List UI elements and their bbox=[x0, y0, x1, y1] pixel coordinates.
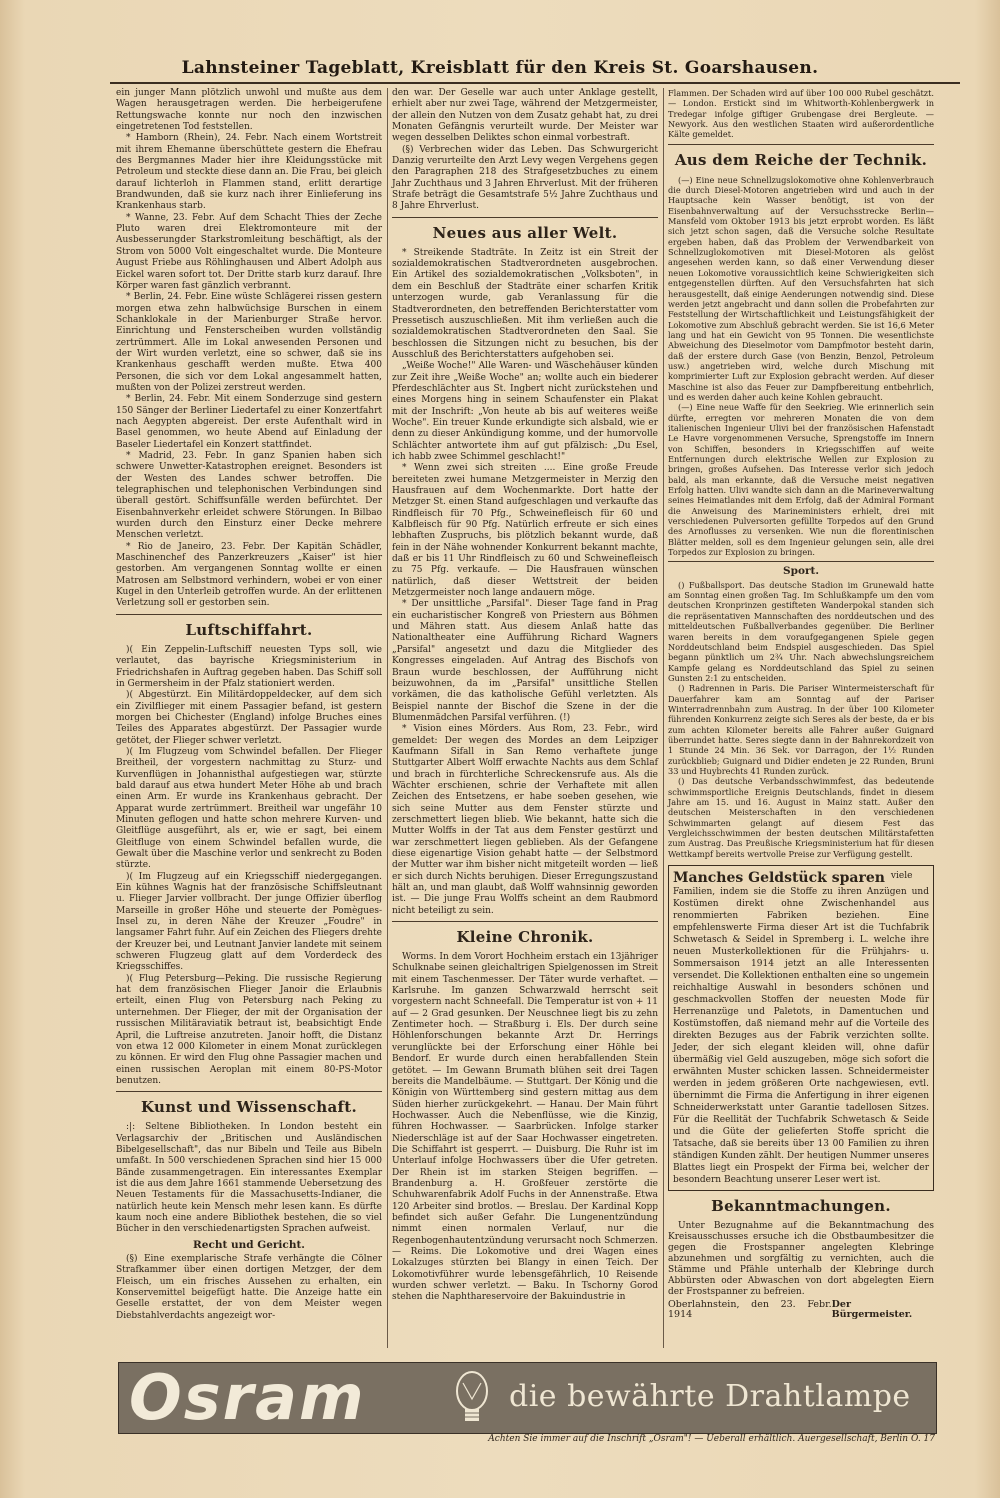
masthead-rule bbox=[110, 82, 960, 84]
section-rule bbox=[116, 1091, 382, 1092]
article-text: )( Im Flugzeug auf ein Kriegsschiff niedergegangen. Ein kühnes Wagnis hat der französische Schiffsleutnant u. Flieger Jarvier vollbracht. Der junge Offizier überflog Marseille in großer Höhe und steuerte der Pomègues-Insel zu, in deren Nähe der Kreuzer „Foudre" in langsamer Fahrt fuhr. Auf ein Zeichen des Fliegers drehte der Kreuzer bei, und Leutnant Janvier landete mit seinem schweren Flugzeug glatt auf dem Vorderdeck des Kriegsschiffes. bbox=[116, 871, 382, 973]
article-text: Flammen. Der Schaden wird auf über 100 000 Rubel geschätzt. — London. Erstickt sind im Whitworth-Kohlenbergwerk in Tredegar infolge giftiger Grubengase drei Bergleute. — Newyork. Aus den westlichen Staaten wird außerordentliche Kälte gemeldet. bbox=[668, 88, 934, 140]
article-text: () Fußballsport. Das deutsche Stadion im Grunewald hatte am Sonntag einen großen Tag. Im Schlußkampfe um den vom deutschen Kronprinzen gestifteten Wanderpokal standen sich die repräsentativen Mannschaften des norddeutschen und des mitteldeutschen Fußballverbandes gegenüber. Die Berliner waren bereits in dem voraufgegangenen Spiele gegen Norddeutschland beim Endspiel ausgeschieden. Das Spiel begann pünktlich um 2¾ Uhr. Nach abwechslungsreichem Kampfe gelang es Norddeutschland das Spiel zu seinen Gunsten 2:1 zu entscheiden. bbox=[668, 579, 934, 683]
article-text: * Streikende Stadträte. In Zeitz ist ein Streit der sozialdemokratischen Stadtverordneten ausgebrochen. Ein Artikel des sozialdemokratischen „Volksboten", in dem ein Beschluß der Stadträte einer scharfen Kritik unterzogen wurde, gab Veranlassung für die Stadtverordneten, den betreffenden Berichterstatter vom Pressetisch auszuschließen. Mit ihm verließen auch die sozialdemokratischen Stadtverordneten den Saal. Sie beschlossen die Sitzungen nicht zu besuchen, bis der Ausschluß des Berichterstatters aufgehoben sei. bbox=[392, 247, 658, 360]
article-text: (—) Eine neue Schnellzugslokomotive ohne Kohlenverbrauch die durch Diesel-Motoren angetrieben wird und auch in der Hauptsache kein Wasser benötigt, ist von der Eisenbahnverwaltung auf der Versuchsstrecke Berlin—Mansfeld vom Oktober 1913 bis jetzt erprobt worden. Es läßt sich jetzt schon sagen, daß die Versuche solche Resultate ergeben haben, daß das Problem der Verwendbarkeit von Schnellzuglokomotiven mit Diesel-Motoren als gelöst angesehen werden kann, so daß einer Verwendung dieser neuen Lokomotive voraussichtlich keine Schwierigkeiten sich entgegenstellen dürften. Auf den Versuchsfahrten hat sich herausgestellt, daß einige Aenderungen notwendig sind. Diese werden jetzt angebracht und dann sollen die Probefahrten zur Feststellung der Wirtschaftlichkeit und Leistungsfähigkeit der Lokomotive zum Abschluß gebracht werden. Sie ist 16,6 Meter lang und hat ein Gewicht von 95 Tonnen. Die wesentlichste Abweichung des Dieselmotor vom Dampfmotor besteht darin, daß der erstere durch Gase (von Benzin, Benzol, Petroleum usw.) angetrieben wird, welche durch Mischung mit komprimierter Luft zur Explosion gebracht werden. Auf dieser Maschine ist also das Feuer zur Dampfbereitung entbehrlich, und es werden daher auch keine Kohlen gebraucht. bbox=[668, 174, 934, 402]
article-text: () Das deutsche Verbandsschwimmfest, das bedeutende schwimmsportliche Ereignis Deutschlands, findet in diesem Jahre am 15. und 16. August in Mainz statt. Außer den deutschen Meisterschaften in den verschiedenen Schwimmarten gelangt auf diesem Fest das Vergleichsschwimmen der besten deutschen Militärstafetten zum Austrag. Das Preußische Kriegsministerium hat für diesen Wettkampf bereits wertvolle Preise zur Verfügung gestellt. bbox=[668, 776, 934, 859]
section-rule bbox=[668, 561, 934, 562]
article-text: (—) Eine neue Waffe für den Seekrieg. Wie erinnerlich sein dürfte, erregten vor mehreren Monaten die von dem italienischen Ingenieur Ulivi bei der französischen Hafenstadt Le Havre vorgenommenen Versuche, Sprengstoffe im Innern von Schiffen, besonders in Kriegsschiffen auf weite Entfernungen durch elektrische Wellen zur Explosion zu bringen, großes Aufsehen. Das Interesse verlor sich jedoch bald, als man erkannte, daß die Versuche meist negativen Erfolg hatten. Ulivi wandte sich dann an die Marineverwaltung seines Heimatlandes mit dem Erfolg, daß der Admiral Formant die Anweisung des Marineministers erhielt, drei mit verschiedenen Pulversorten gefüllte Torpedos auf den Grund des Arnoflusses zu versenken. Wie nun die florentinischen Blätter melden, soll es dem Ingenieur gelungen sein, alle drei Torpedos zur Explosion zu bringen. bbox=[668, 402, 934, 558]
article-text: * Vision eines Mörders. Aus Rom, 23. Febr., wird gemeldet: Der wegen des Mordes an dem Leipziger Kaufmann Sifall in San Remo verhaftete junge Stuttgarter Albert Wolff erwachte Nachts aus dem Schlaf und brach in fürchterliche Schreckensrufe aus. Als die Wächter erschienen, schrie der Verhaftete mit allen Zeichen des Entsetzens, er habe soeben gesehen, wie sich seine Mutter aus dem Fenster stürzte und zerschmettert liegen blieb. Wie bekannt, hatte sich die Mutter Wolffs in der Tat aus dem Fenster gestürzt und war zerschmettert liegen geblieben. Als der Gefangene diese eigenartige Vision gehabt hatte — der Selbstmord der Mutter war ihm bisher nicht mitgeteilt worden — ließ er sich durch Nichts beruhigen. Dieser Erregungszustand hält an, und man glaubt, daß Wolff wahnsinnig geworden ist. — Die junge Frau Wolffs scheint an dem Raubmord nicht beteiligt zu sein. bbox=[392, 724, 658, 916]
advertisement-heading: Manches Geldstück sparen bbox=[673, 870, 885, 887]
article-text: * Berlin, 24. Febr. Eine wüste Schlägerei rissen gestern morgen etwa zehn halbwüchsige Burschen in einem Schanklokale in der Marienburger Straße hervor. Einrichtung und Fensterscheiben wurden vollständig zertrümmert. Alle im Lokal anwesenden Personen und der Wirt wurden verletzt, eine so schwer, daß sie ins Krankenhaus geschafft werden mußte. Etwa 400 Personen, die sich vor dem Lokal angesammelt hatten, mußten von der Polizei zerstreut werden. bbox=[116, 292, 382, 393]
section-heading-neues: Neues aus aller Welt. bbox=[432, 223, 618, 242]
article-text: * Berlin, 24. Febr. Mit einem Sonderzuge sind gestern 150 Sänger der Berliner Liedertafel zu einer Konzertfahrt nach Aegypten abgereist. Der erste Aufenthalt wird in Basel genommen, wo heute Abend auf Einladung der Baseler Liedertafel ein Konzert stattfindet. bbox=[116, 394, 382, 450]
section-rule bbox=[668, 144, 934, 145]
article-text: * Hamborn (Rhein), 24. Febr. Nach einem Wortstreit mit ihrem Ehemanne überschüttete gestern die Ehefrau des Bergmannes Mader hier ihre Kleidungsstücke mit Petroleum und steckte diese dann an. Die Frau, bei gleich darauf lichterloh in Flammen stand, erlitt derartige Brandwunden, daß sie kurz nach ihrer Einlieferung ins Krankenhaus starb. bbox=[116, 133, 382, 212]
article-text: * Wenn zwei sich streiten .... Eine große Freude bereiteten zwei humane Metzgermeister in Merzig den Hausfrauen auf dem Wochenmarkte. Dort hatte der Metzger St. einen Stand aufgeschlagen und verkaufte das Rindfleisch für 70 Pfg., Schweinefleisch für 60 und Kalbfleisch für 90 Pfg. Natürlich erfreute er sich eines lebhaften Zuspruchs, bis plötzlich bekannt wurde, daß fein in der Nähe wohnender Konkurrent bekannt machte, daß er bis 11 Uhr Rindfleisch zu 60 und Schweinefleisch zu 75 Pfg. verkaufe. — Die Hausfrauen wünschen natürlich, daß dieser Wettstreit der beiden Metzgermeister noch lange andauern möge. bbox=[392, 463, 658, 599]
osram-note: Achten Sie immer auf die Inschrift „Osram"! — Ueberall erhältlich. Auergesellschaft, Berlin O. 17 bbox=[488, 1434, 935, 1444]
section-rule bbox=[116, 614, 382, 615]
column-2 bbox=[392, 88, 658, 1304]
article-text: )( Flug Petersburg—Peking. Die russische Regierung hat dem französischen Flieger Janoir die Erlaubnis erteilt, einen Flug von Petersburg nach Peking zu unternehmen. Der Flieger, der mit der Organisation der russischen Militäraviatik betraut ist, beabsichtigt Ende April, die Luftreise anzutreten. Janoir hofft, die Distanz von etwa 12 000 Kilometer in einem Monat zurücklegen zu können. Er wird den Flug ohne Passagier machen und einen russischen Aeroplan mit einem 80-PS-Motor benutzen. bbox=[116, 973, 382, 1086]
article-text: ein junger Mann plötzlich unwohl und mußte aus dem Wagen herausgetragen werden. Die herbeigerufene Rettungswache konnte nur noch den inzwischen eingetretenen Tod feststellen. bbox=[116, 88, 382, 133]
article-text: (§) Eine exemplarische Strafe verhängte die Cölner Strafkammer über einen dortigen Metzger, der dem Fleisch, um ein frisches Aussehen zu erhalten, ein Konservemittel beigefügt hatte. Die Anzeige hatte ein Geselle erstattet, der von dem Meister wegen Diebstahlverdachts angezeigt wor- bbox=[116, 1254, 382, 1321]
article-text: * Rio de Janeiro, 23. Febr. Der Kapitän Schädler, Maschinenchef des Panzerkreuzers „Kaiser" ist hier gestorben. Am vergangenen Sonntag wollte er einen Matrosen am Selbstmord verhindern, wobei er von einer Kugel in den Unterleib getroffen wurde. An der erlittenen Verletzung soll er gestorben sein. bbox=[116, 541, 382, 609]
article-text: :|: Seltene Bibliotheken. In London besteht ein Verlagsarchiv der „Britischen und Ausländischen Bibelgesellschaft", das nur Bibeln und Teile aus Bibeln umfaßt. In 500 verschiedenen Sprachen sind hier 15 000 Bände zusammengetragen. Ein interessantes Exemplar ist die aus dem Jahre 1661 stammende Uebersetzung des Neuen Testaments für die Massachusetts-Indianer, die natürlich heute kein Mensch mehr lesen kann. Es dürfte kaum noch eine andere Bibliothek bestehen, die so viel Bücher in den verschiedenartigsten Sprachen aufweist. bbox=[116, 1122, 382, 1235]
column-divider bbox=[387, 88, 388, 1348]
osram-slogan: die bewährte Drahtlampe bbox=[509, 1379, 911, 1414]
article-text: * Der unsittliche „Parsifal". Dieser Tage fand in Prag ein eucharistischer Kongreß von Priestern aus Böhmen und Mähren statt. Aus diesem Anlaß hatte das Nationaltheater eine Aufführung Richard Wagners „Parsifal" angesetzt und dazu die Mitglieder des Kongresses eingeladen. Auf Antrag des Bischofs von Braun wurde beschlossen, der Aufführung nicht beizuwohnen, da im „Parsifal" unsittliche Stellen vorkämen, die das katholische Gefühl verletzten. Als Beispiel nannte der Bischof die Szene in der die Blumenmädchen Parsifal verführen. (!) bbox=[392, 599, 658, 723]
advertisement-text: viele Familien, indem sie die Stoffe zu ihren Anzügen und Kostümen direkt ohne Zwischenhandel aus renommierten Fabriken beziehen. Eine empfehlenswerte Firma dieser Art ist die Tuchfabrik Schwetasch & Seidel in Spremberg i. L. welche ihre neuen Musterkollektionen für die Frühjahrs- u. Sommersaison 1914 jetzt an alle Interessenten versendet. Die Kollektionen enthalten eine so ungemein reichhaltige Auswahl in besonders schönen und geschmackvollen Stoffen der neuesten Mode für Herrenanzüge und Paletots, in Damentuchen und Kostümstoffen, daß niemand mehr auf die Vorteile des direkten Bezuges aus der Fabrik verzichten sollte. Jeder, der sich elegant kleiden will, ohne dafür übermäßig viel Geld auszugeben, möge sich sofort die erwähnten Muster schicken lassen. Schneidermeister werden in jedem größeren Orte nachgewiesen, evtl. übernimmt die Firma die Anfertigung in ihrer eigenen Schneiderwerkstatt unter Garantie tadellosen Sitzes. Für die Reellität der Tuchfabrik Schwetasch & Seide und die Güte der gelieferten Stoffe spricht die Tatsache, daß sie bereits über 13 00 Familien zu ihren ständigen Kunden zählt. Der heutigen Nummer unseres Blattes liegt ein Prospekt der Firma bei, welcher der besondern Beachtung unserer Leser wert ist. bbox=[673, 871, 929, 1186]
article-text: den war. Der Geselle war auch unter Anklage gestellt, erhielt aber nur zwei Tage, während der Metzgermeister, der allein den Nutzen von dem Zusatz gehabt hat, zu drei Monaten Gefängnis verurteilt wurde. Der Meister war wegen desselben Deliktes schon einmal vorbestraft. bbox=[392, 88, 658, 144]
notice-text: Unter Bezugnahme auf die Bekanntmachung des Kreisausschusses ersuche ich die Obstbaumbesitzer die gegen die Frostspanner angelegten Klebringe abzunehmen und sorgfältig zu vernichten, auch die Stämme und Pfähle unterhalb der Klebringe durch Abbürsten oder Abwaschen von dort abgelegten Eiern der Frostspanner zu befreien. bbox=[668, 1221, 934, 1298]
section-heading-technik: Aus dem Reiche der Technik. bbox=[674, 150, 928, 169]
article-text: „Weiße Woche!" Alle Waren- und Wäschehäuser künden zur Zeit ihre „Weiße Woche" an; wollte auch ein biederer Pferdeschlächter aus St. Ingbert nicht zurückstehen und eines Morgens hing in seinem Schaufenster ein Plakat mit der Inschrift: „Von heute ab bis auf weiteres weiße Woche". Ein treuer Kunde erkundigte sich alsbald, wie er denn zu dieser Ankündigung komme, und der humorvolle Schlächter antwortete ihm auf gut pfälzisch: „Du Esel, ich habb zwee Schimmel geschlacht!" bbox=[392, 361, 658, 462]
column-divider bbox=[663, 88, 664, 1348]
masthead: Lahnsteiner Tageblatt, Kreisblatt für den Kreis St. Goarshausen. bbox=[181, 58, 819, 78]
lightbulb-icon bbox=[449, 1369, 495, 1427]
article-text: () Radrennen in Paris. Die Pariser Wintermeisterschaft für Dauerfahrer kam am Sonntag auf der Pariser Winterradrennbahn zum Austrag. In der über 100 Kilometer führenden Konkurrenz zeigte sich Seres als der beste, da er bis zum achten Kilometer bereits alle Fahrer außer Guignard überrundet hatte. Seres siegte dann in der Bahnrekordzeit von 1 Stunde 24 Min. 36 Sek. vor Darragon, der 1½ Runden zurückblieb; Guignard und Didier endeten je 22 Runden, Bruni 33 und Huybrechts 41 Runden zurück. bbox=[668, 683, 934, 776]
article-text: * Wanne, 23. Febr. Auf dem Schacht Thies der Zeche Pluto waren drei Elektromonteure mit der Ausbesserungder Starkstromleitung beschäftigt, als der Strom von 5000 Volt eingeschaltet wurde. Die Monteure August Friebe aus Röhlinghausen und Albert Adolph aus Eickel waren sofort tot. Der Dritte starb kurz darauf. Ihre Körper waren fast gänzlich verbrannt. bbox=[116, 212, 382, 291]
section-heading-kunst: Kunst und Wissenschaft. bbox=[141, 1098, 357, 1117]
article-text: )( Abgestürzt. Ein Militärdoppeldecker, auf dem sich ein Zivilflieger mit einem Passagier befand, ist gestern morgen bei Chichester (England) infolge Bruches eines Teiles des Apparates abgestürzt. Der Passagier wurde getötet, der Flieger schwer verletzt. bbox=[116, 690, 382, 746]
advertisement-box bbox=[668, 865, 934, 1191]
notice-signature bbox=[668, 1300, 934, 1321]
article-text: Worms. In dem Vorort Hochheim erstach ein 13jähriger Schulknabe seinen gleichaltrigen Spielgenossen im Streit mit einem Taschenmesser. Der Täter wurde verhaftet. — Karlsruhe. Im ganzen Schwarzwald herrscht seit vorgestern nacht Schneefall. Die Temperatur ist von + 11 auf — 2 Grad gesunken. Der Neuschnee liegt bis zu zehn Zentimeter hoch. — Straßburg i. Els. Der durch seine Höhlenforschungen bekannte Arzt Dr. Herrings verunglückte bei der Erforschung einer Höhle bei Bendorf. Er wurde durch einen herabfallenden Stein getötet. — Im Gewann Brumath blühen seit drei Tagen bereits die Mandelbäume. — Stuttgart. Der König und die Königin von Württemberg sind gestern mittag aus dem Süden hierher zurückgekehrt. — Hanau. Der Main führt Hochwasser. Auch die Nebenflüsse, wie die Kinzig, führen Hochwasser. — Saarbrücken. Infolge starker Niederschläge ist auf der Saar Hochwasser eingetreten. Die Schiffahrt ist gesperrt. — Duisburg. Die Ruhr ist im Unterlauf infolge Hochwassers über die Ufer getreten. Der Rhein ist im starken Steigen begriffen. — Brandenburg a. H. Großfeuer zerstörte die Schuhwarenfabrik Adolf Fuchs in der Annenstraße. Etwa 120 Arbeiter sind brotlos. — Breslau. Der Kardinal Kopp befindet sich außer Gefahr. Die Lungenentzündung nimmt einen normalen Verlauf, nur die Regenbogenhautentzündung verursacht noch Schmerzen. — Reims. Die Lokomotive und drei Wagen eines Lokalzuges stürzten bei Blangy in einen Teich. Der Lokomotivführer wurde lebensgefährlich, 10 Reisende wurden schwer verletzt. — Baku. In Tschorny Gorod stehen die Naphthareservoire der Bakuindustrie in bbox=[392, 952, 658, 1303]
article-text: (§) Verbrechen wider das Leben. Das Schwurgericht Danzig verurteilte den Arzt Levy wegen Vergehens gegen den Paragraphen 218 des Strafgesetzbuches zu einem Jahr Zuchthaus und 3 Jahren Ehrverlust. Mit der früheren Strafe beträgt die Gesamtstrafe 5½ Jahre Zuchthaus und 8 Jahre Ehrverlust. bbox=[392, 144, 658, 212]
section-heading-sport: Sport. bbox=[783, 565, 819, 578]
section-heading-bekanntmachungen: Bekanntmachungen. bbox=[711, 1197, 891, 1216]
section-rule bbox=[392, 921, 658, 922]
section-heading-luftschiffahrt: Luftschiffahrt. bbox=[185, 620, 313, 639]
section-rule bbox=[392, 217, 658, 218]
section-heading-recht: Recht und Gericht. bbox=[193, 1238, 305, 1251]
section-heading-kleine-chronik: Kleine Chronik. bbox=[456, 928, 594, 947]
article-text: * Madrid, 23. Febr. In ganz Spanien haben sich schwere Unwetter-Katastrophen ereignet. Besonders ist der Westen des Landes schwer betroffen. Die telegraphischen und telephonischen Verbindungen sind überall gestört. Schiffsunfälle werden befürchtet. Der Eisenbahnverkehr erleidet schwere Störungen. In Bilbao wurden durch den Einsturz einer Decke mehrere Menschen verletzt. bbox=[116, 451, 382, 541]
column-3 bbox=[668, 88, 934, 1321]
notice-place-date: Oberlahnstein, den 23. Febr. 1914 bbox=[668, 1299, 832, 1321]
osram-advertisement bbox=[118, 1362, 937, 1434]
article-text: )( Im Flugzeug vom Schwindel befallen. Der Flieger Breitheil, der vorgestern nachmittag zu Sturz- und Kurvenflügen in Johannisthal aufgestiegen war, stürzte bald darauf aus etwa hundert Meter Höhe ab und brach einen Arm. Er wurde ins Krankenhaus gebracht. Der Apparat wurde zertrümmert. Breitheil war ungefähr 10 Minuten geflogen und hatte schon mehrere Kurven- und Gleitflüge ausgeführt, als er, wie er sagt, bei einem Gleitfluge von einem Schwindel befallen wurde, die Gewalt über die Maschine verlor und senkrecht zu Boden stürzte. bbox=[116, 746, 382, 871]
notice-signer: Der Bürgermeister. bbox=[831, 1299, 913, 1321]
article-text: )( Ein Zeppelin-Luftschiff neuesten Typs soll, wie verlautet, das bayrische Kriegsministerium in Friedrichshafen in Auftrag gegeben haben. Das Schiff soll in Germersheim in der Pfalz stationiert werden. bbox=[116, 644, 382, 689]
osram-logo: Osram bbox=[129, 1362, 366, 1434]
column-1 bbox=[116, 88, 382, 1322]
